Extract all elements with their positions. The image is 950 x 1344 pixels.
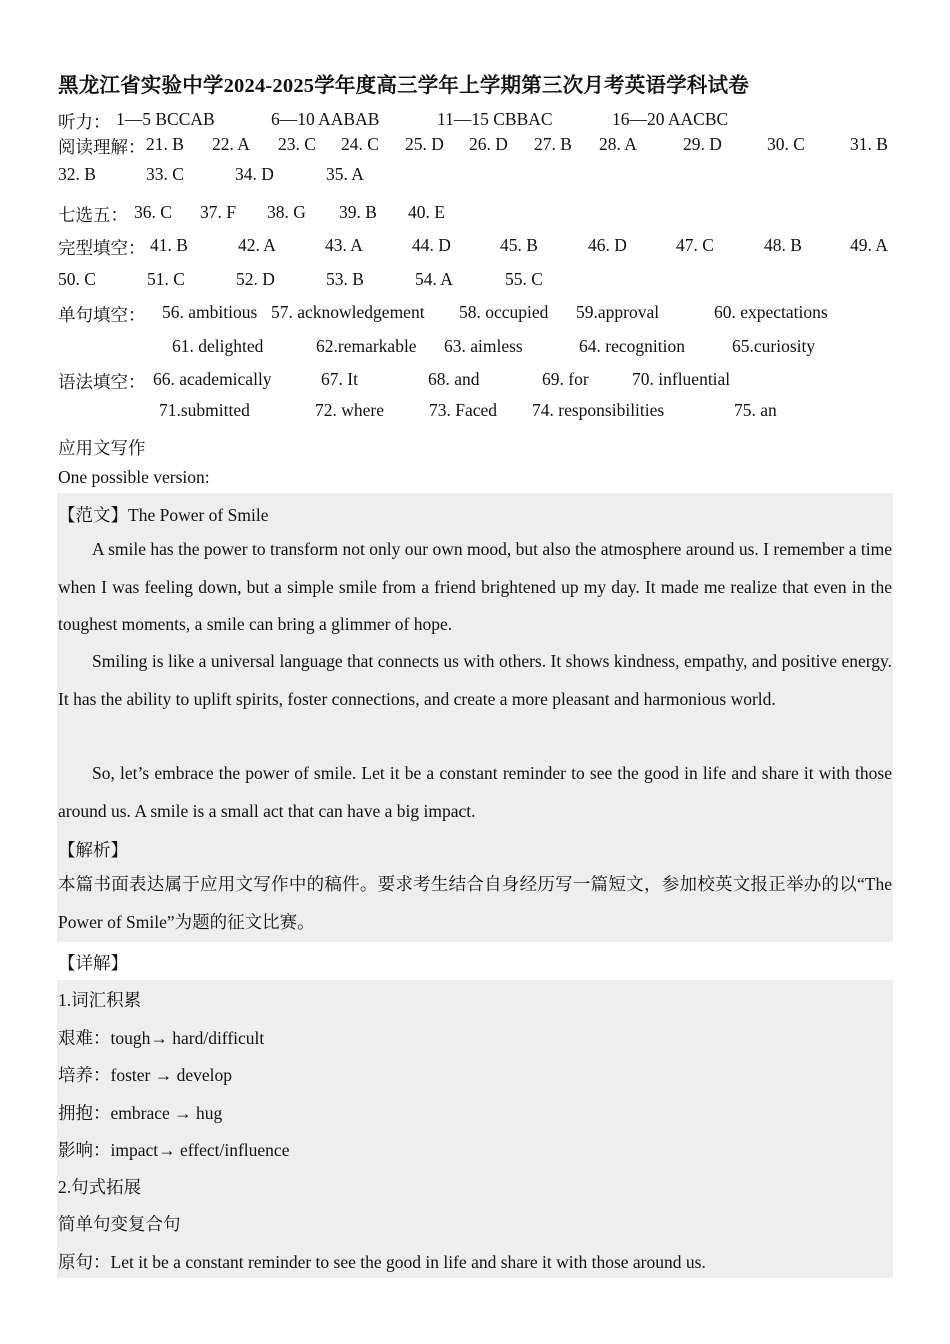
grammar-answer: 67. It [321,369,358,389]
vocab-item: 艰难：tough→ hard/difficult [58,1028,265,1048]
reading-answer: 33. C [146,164,184,184]
single-answer: 61. delighted [172,336,264,356]
grammar-label: 语法填空： [58,372,146,392]
reading-answer: 25. D [405,134,444,154]
single-answer: 64. recognition [579,336,685,356]
single-label: 单句填空： [58,305,146,325]
single-answer: 58. occupied [459,302,549,322]
reading-answer: 23. C [278,134,316,154]
sample-label: 【范文】The Power of Smile [58,505,269,525]
writing-heading: 应用文写作 [58,438,146,458]
cloze-answer: 43. A [325,235,363,255]
single-answer: 62.remarkable [316,336,417,356]
grammar-answer: 71.submitted [159,400,250,420]
grammar-answer: 68. and [428,369,480,389]
seven-label: 七选五： [58,205,128,225]
cloze-label: 完型填空： [58,238,146,258]
single-answer: 63. aimless [444,336,523,356]
seven-answer: 37. F [200,202,236,222]
page-title: 黑龙江省实验中学2024-2025学年度高三学年上学期第三次月考英语学科试卷 [58,75,749,97]
seven-answer: 38. G [267,202,306,222]
cloze-answer: 46. D [588,235,627,255]
reading-label: 阅读理解： [58,137,146,157]
listening-group: 11—15 CBBAC [437,109,553,129]
listening-label: 听力： [58,112,111,132]
cloze-answer: 50. C [58,269,96,289]
cloze-answer: 44. D [412,235,451,255]
reading-answer: 28. A [599,134,637,154]
reading-answer: 26. D [469,134,508,154]
seven-answer: 36. C [134,202,172,222]
single-answer: 59.approval [576,302,660,322]
original-sentence: 原句：Let it be a constant reminder to see the good in life and share it with those around us. [58,1252,706,1272]
reading-answer: 24. C [341,134,379,154]
listening-group: 6—10 AABAB [271,109,380,129]
analysis-text: 本篇书面表达属于应用文写作中的稿件。要求考生结合自身经历写一篇短文，参加校英文报正举办的以“The Power of Smile”为题的征文比赛。 [58,874,892,932]
reading-answer: 34. D [235,164,274,184]
reading-answer: 29. D [683,134,722,154]
cloze-answer: 52. D [236,269,275,289]
writing-version: One possible version: [58,467,210,487]
cloze-answer: 42. A [238,235,276,255]
vocab-item: 拥抱：embrace → hug [58,1103,223,1123]
single-answer: 57. acknowledgement [271,302,425,322]
essay-paragraph: Smiling is like a universal language that connects us with others. It shows kindness, empathy, and positive energy. It has the ability to uplift spirits, foster connections, and create a more pleasant and harmonious world. [58,651,892,709]
cloze-answer: 55. C [505,269,543,289]
sentence-heading: 2.句式拓展 [58,1177,142,1197]
grammar-answer: 75. an [734,400,777,420]
cloze-answer: 48. B [764,235,802,255]
sentence-subheading: 简单句变复合句 [58,1214,181,1234]
cloze-answer: 51. C [147,269,185,289]
grammar-answer: 66. academically [153,369,272,389]
reading-answer: 32. B [58,164,96,184]
seven-answer: 39. B [339,202,377,222]
vocab-heading: 1.词汇积累 [58,990,142,1010]
cloze-answer: 47. C [676,235,714,255]
grammar-answer: 69. for [542,369,589,389]
detail-label: 【详解】 [58,953,128,973]
cloze-answer: 54. A [415,269,453,289]
single-answer: 60. expectations [714,302,828,322]
reading-answer: 22. A [212,134,250,154]
essay-paragraph: A smile has the power to transform not only our own mood, but also the atmosphere around us. I remember a time when I was feeling down, but a simple smile from a friend brightened up my day. It made me realize that even in the toughest moments, a smile can bring a glimmer of hope. [58,539,892,634]
reading-answer: 27. B [534,134,572,154]
reading-answer: 35. A [326,164,364,184]
reading-answer: 21. B [146,134,184,154]
vocab-item: 培养：foster → develop [58,1065,232,1085]
analysis-label: 【解析】 [58,840,128,860]
essay-paragraph: So, let’s embrace the power of smile. Let it be a constant reminder to see the good in life and share it with those around us. A smile is a small act that can have a big impact. [58,763,892,821]
grammar-answer: 72. where [315,400,385,420]
reading-answer: 31. B [850,134,888,154]
reading-answer: 30. C [767,134,805,154]
single-answer: 65.curiosity [732,336,816,356]
listening-group: 16—20 AACBC [612,109,729,129]
cloze-answer: 45. B [500,235,538,255]
cloze-answer: 49. A [850,235,888,255]
cloze-answer: 41. B [150,235,188,255]
grammar-answer: 74. responsibilities [532,400,665,420]
single-answer: 56. ambitious [162,302,258,322]
seven-answer: 40. E [408,202,445,222]
listening-group: 1—5 BCCAB [116,109,215,129]
grammar-answer: 73. Faced [429,400,498,420]
vocab-item: 影响：impact→ effect/influence [58,1140,290,1160]
grammar-answer: 70. influential [632,369,731,389]
cloze-answer: 53. B [326,269,364,289]
